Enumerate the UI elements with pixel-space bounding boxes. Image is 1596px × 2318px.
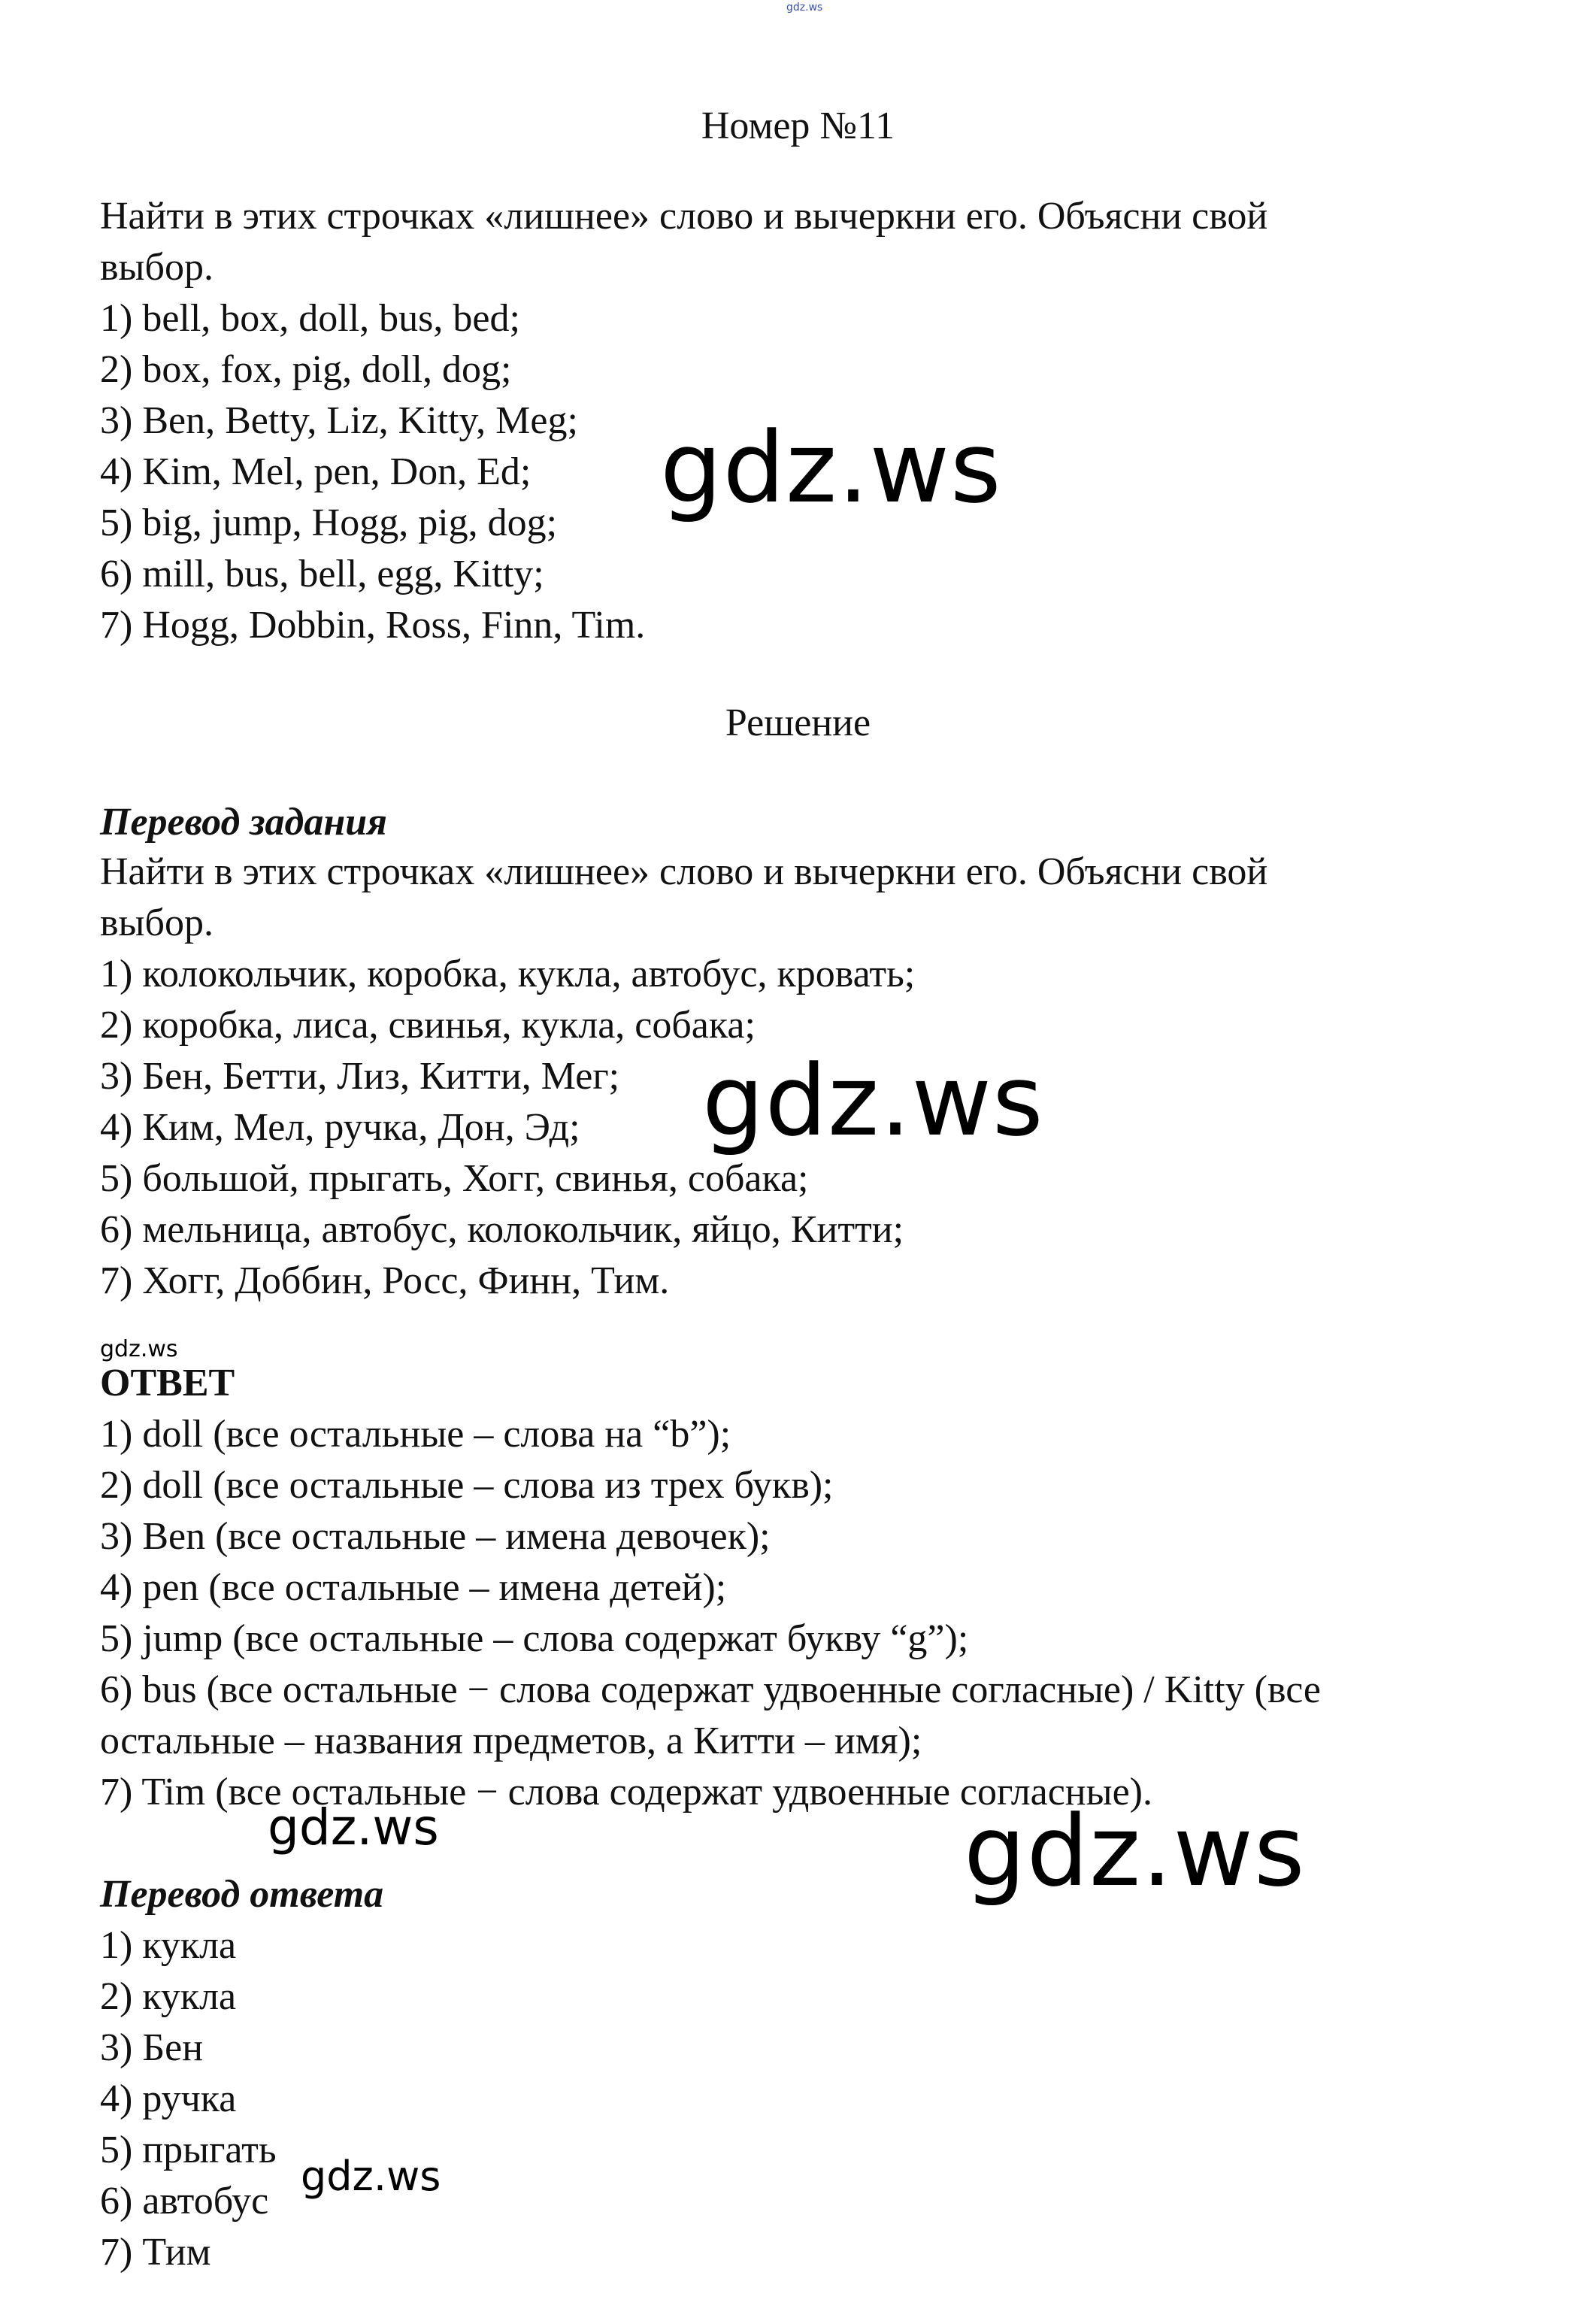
answer-item: 6) bus (все остальные − слова содержат удвоенные согласные) / Kitty (все (100, 1668, 1322, 1711)
translation-item: 2) коробка, лиса, свинья, кукла, собака; (100, 1004, 756, 1047)
answer-translation-item: 6) автобус (100, 2180, 269, 2223)
task-item: 6) mill, bus, bell, egg, Kitty; (100, 553, 544, 595)
translation-item: 6) мельница, автобус, колокольчик, яйцо, Китти; (100, 1208, 904, 1251)
translation-item: 4) Ким, Мел, ручка, Дон, Эд; (100, 1106, 580, 1149)
task-item: 5) big, jump, Hogg, pig, dog; (100, 501, 558, 544)
answer-item: 4) pen (все остальные – имена детей); (100, 1566, 727, 1609)
answer-item: 3) Ben (все остальные – имена девочек); (100, 1515, 771, 1558)
task-text-line2: выбор. (100, 246, 214, 289)
task-item: 7) Hogg, Dobbin, Ross, Finn, Tim. (100, 604, 646, 647)
answer-item: остальные – названия предметов, а Китти – имя); (100, 1720, 922, 1762)
answer-heading: ОТВЕТ (100, 1362, 235, 1404)
answer-translation-item: 1) кукла (100, 1924, 237, 1967)
answer-item: 2) doll (все остальные – слова из трех букв); (100, 1464, 834, 1507)
answer-item: 1) doll (все остальные – слова на “b”); (100, 1413, 731, 1456)
translation-heading: Перевод задания (100, 801, 387, 844)
watermark: gdz.ws (100, 1336, 178, 1362)
task-item: 1) bell, box, doll, bus, bed; (100, 297, 520, 340)
answer-translation-heading: Перевод ответа (100, 1873, 384, 1916)
answer-translation-item: 5) прыгать (100, 2129, 277, 2171)
watermark: gdz.ws (702, 1044, 1044, 1158)
task-item: 2) box, fox, pig, doll, dog; (100, 348, 512, 391)
translation-text-line1: Найти в этих строчках «лишнее» слово и вычеркни его. Объясни свой (100, 850, 1268, 893)
translation-item: 3) Бен, Бетти, Лиз, Китти, Мег; (100, 1055, 620, 1098)
answer-translation-item: 2) кукла (100, 1975, 237, 2018)
watermark: gdz.ws (660, 411, 1002, 525)
answer-item: 5) jump (все остальные – слова содержат букву “g”); (100, 1617, 969, 1660)
task-item: 3) Ben, Betty, Liz, Kitty, Meg; (100, 399, 578, 442)
answer-translation-item: 3) Бен (100, 2026, 204, 2069)
translation-item: 7) Хогг, Доббин, Росс, Финн, Тим. (100, 1259, 670, 1302)
page-title: Номер №11 (701, 105, 895, 147)
translation-item: 1) колокольчик, коробка, кукла, автобус, кровать; (100, 953, 916, 995)
answer-translation-item: 7) Тим (100, 2231, 211, 2274)
solution-heading: Решение (725, 701, 871, 744)
task-item: 4) Kim, Mel, pen, Don, Ed; (100, 450, 531, 493)
watermark: gdz.ws (268, 1798, 439, 1856)
watermark: gdz.ws (301, 2153, 441, 2200)
task-text-line1: Найти в этих строчках «лишнее» слово и вычеркни его. Объясни свой (100, 195, 1268, 238)
answer-item: 7) Tim (все остальные − слова содержат удвоенные согласные). (100, 1771, 1152, 1813)
translation-text-line2: выбор. (100, 901, 214, 944)
answer-translation-item: 4) ручка (100, 2077, 237, 2120)
top-watermark: gdz.ws (786, 2, 823, 14)
translation-item: 5) большой, прыгать, Хогг, свинья, собака; (100, 1157, 809, 1200)
watermark: gdz.ws (964, 1794, 1306, 1908)
